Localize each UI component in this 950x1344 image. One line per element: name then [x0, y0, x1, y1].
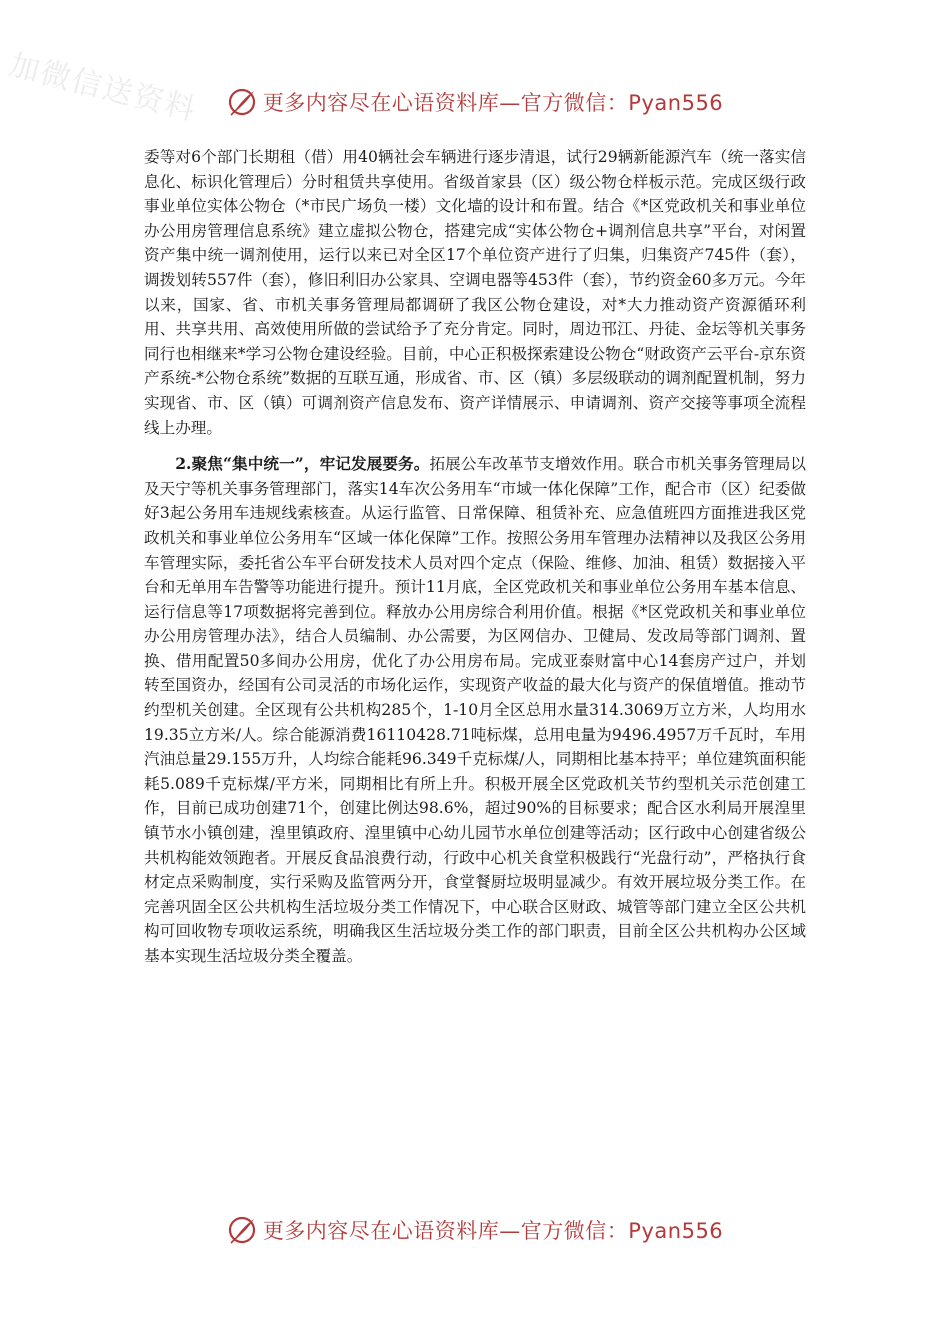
header-banner-text: 更多内容尽在心语资料库—官方微信：Pyan556 — [262, 91, 724, 115]
watermark-text: 加微信送资料 — [5, 47, 201, 129]
header-banner — [0, 82, 950, 122]
footer-banner-text: 更多内容尽在心语资料库—官方微信：Pyan556 — [262, 1219, 724, 1243]
footer-banner — [0, 1210, 950, 1250]
quill-logo-icon — [227, 1215, 257, 1245]
quill-logo-icon — [227, 87, 257, 117]
paragraph-text: 拓展公车改革节支增效作用。联合市机关事务管理局以及天宁等机关事务管理部门，落实14车次公务用车“市域一体化保障”工作，配合市（区）纪委做好3起公务用车违规线索核查。从运行监管、日常保障、租赁补充、应急值班四方面推进我区党政机关和事业单位公务用车“区域一体化保障”工作。按照公务用车管理办法精神以及我区公务用车管理实际，委托省公车平台研发技术人员对四个定点（保险、维修、加油、租赁）数据接入平台和无单用车告警等功能进行提升。预计11月底，全区党政机关和事业单位公务用车基本信息、运行信息等17项数据将完善到位。释放办公用房综合利用价值。根据《*区党政机关和事业单位办公用房管理办法》，结合人员编制、办公需要，为区网信办、卫健局、发改局等部门调剂、置换、借用配置50多间办公用房，优化了办公用房布局。完成亚泰财富中心14套房产过户，并划转至国资办，经国有公司灵活的市场化运作，实现资产收益的最大化与资产的保值增值。推动节约型机关创建。全区现有公共机构285个，1-10月全区总用水量314.3069万立方米，人均用水19.35立方米/人。综合能源消费16110428.71吨标煤，总用电量为9496.4957万千瓦时，车用汽油总量29.155万升，人均综合能耗96.349千克标煤/人，同期相比基本持平；单位建筑面积能耗5.089千克标煤/平方米，同期相比有所上升。积极开展全区党政机关节约型机关示范创建工作，目前已成功创建71个，创建比例达98.6%，超过90%的目标要求；配合区水利局开展湟里镇节水小镇创建，湟里镇政府、湟里镇中心幼儿园节水单位创建等活动；区行政中心创建省级公共机构能效领跑者。开展反食品浪费行动，行政中心机关食堂积极践行“光盘行动”，严格执行食材定点采购制度，实行采购及监管两分开，食堂餐厨垃圾明显减少。有效开展垃圾分类工作。在完善巩固全区公共机构生活垃圾分类工作情况下，中心联合区财政、城管等部门建立全区公共机构可回收物专项收运系统，明确我区生活垃圾分类工作的部门职责，目前全区公共机构办公区域基本实现生活垃圾分类全覆盖。 — [144, 455, 806, 965]
section-heading: 2.聚焦“集中统一”，牢记发展要务。 — [175, 454, 430, 474]
document-body — [144, 145, 806, 969]
paragraph-continued — [144, 145, 806, 440]
paragraph-text: 委等对6个部门长期租（借）用40辆社会车辆进行逐步清退，试行29辆新能源汽车（统一落实信息化、标识化管理后）分时租赁共享使用。省级首家县（区）级公物仓样板示范。完成区级行政事业单位实体公物仓（*市民广场负一楼）文化墙的设计和布置。结合《*区党政机关和事业单位办公用房管理信息系统》建立虚拟公物仓，搭建完成“实体公物仓+调剂信息共享”平台，对闲置资产集中统一调剂使用，运行以来已对全区17个单位资产进行了归集，归集资产745件（套），调拨划转557件（套），修旧利旧办公家具、空调电器等453件（套），节约资金60多万元。今年以来，国家、省、市机关事务管理局都调研了我区公物仓建设，对*大力推动资产资源循环利用、共享共用、高效使用所做的尝试给予了充分肯定。同时，周边邗江、丹徒、金坛等机关事务同行也相继来*学习公物仓建设经验。目前，中心正积极探索建设公物仓“财政资产云平台-京东资产系统-*公物仓系统”数据的互联互通，形成省、市、区（镇）多层级联动的调剂配置机制，努力实现省、市、区（镇）可调剂资产信息发布、资产详情展示、申请调剂、资产交接等事项全流程线上办理。 — [144, 148, 806, 437]
paragraph-section-2 — [144, 452, 806, 968]
